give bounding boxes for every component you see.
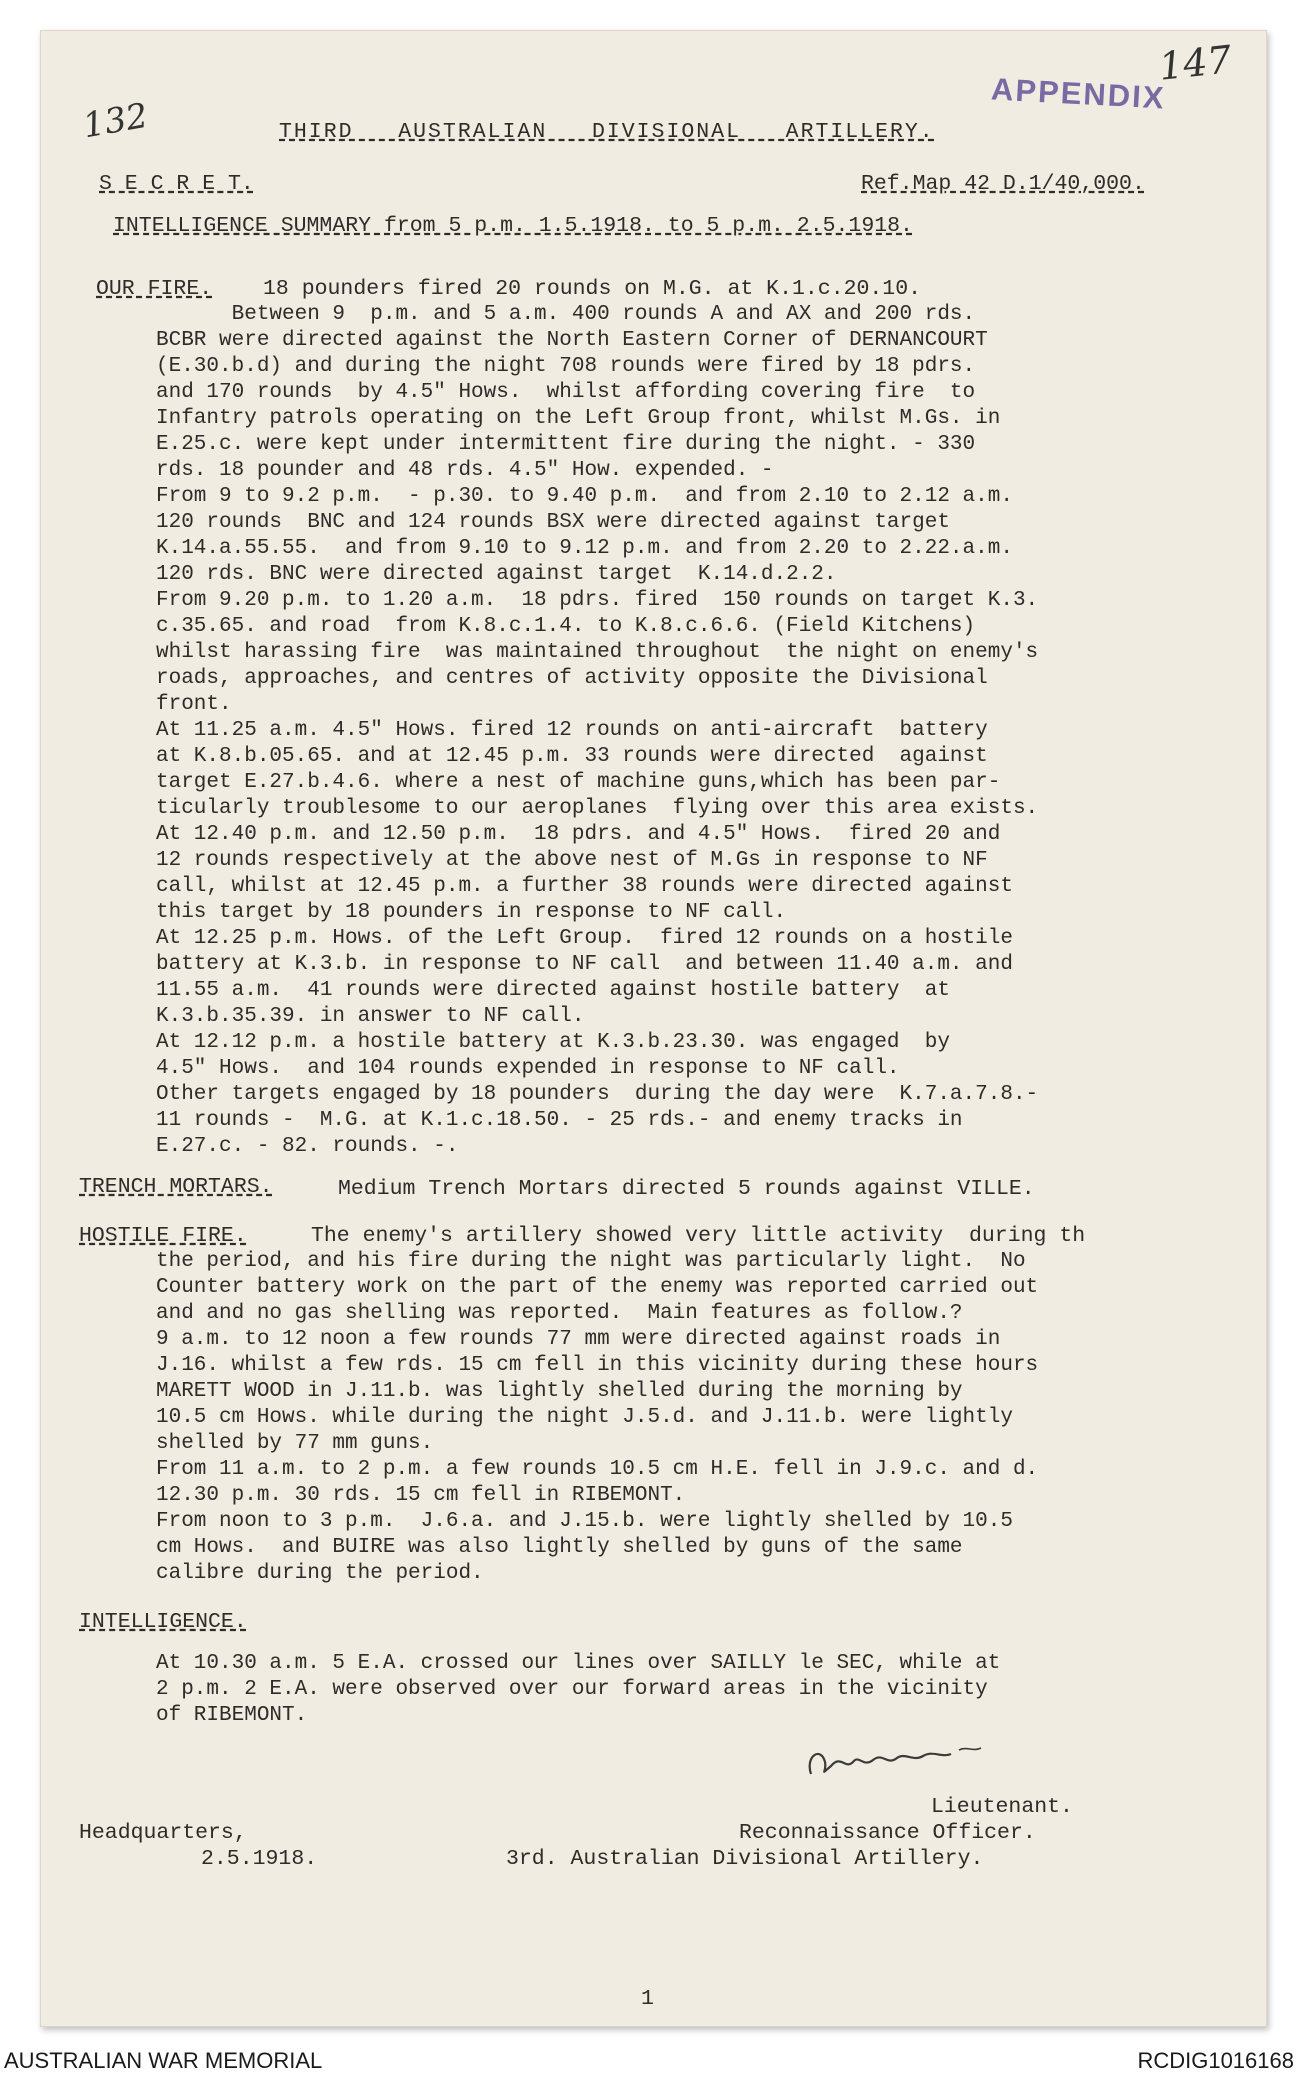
folio-number-right: 147 <box>1156 37 1234 89</box>
intelligence-line: At 10.30 a.m. 5 E.A. crossed our lines over SAILLY le SEC, while at <box>156 1652 1001 1675</box>
our-fire-line: Infantry patrols operating on the Left Group front, whilst M.Gs. in <box>156 407 1001 430</box>
hostile-fire-line: calibre during the period. <box>156 1562 484 1585</box>
intelligence-line: 2 p.m. 2 E.A. were observed over our forward areas in the vicinity <box>156 1678 988 1701</box>
intelligence-heading: INTELLIGENCE. <box>79 1610 247 1634</box>
signature-unit: 3rd. Australian Divisional Artillery. <box>506 1847 984 1871</box>
footer-archive-name: AUSTRALIAN WAR MEMORIAL <box>4 2048 323 2073</box>
our-fire-line: front. <box>156 693 232 716</box>
document-title: THIRD AUSTRALIAN DIVISIONAL ARTILLERY. <box>279 120 935 144</box>
intelligence-line: of RIBEMONT. <box>156 1704 308 1727</box>
our-fire-first-line: 18 pounders fired 20 rounds on M.G. at K.1.c.20.10. <box>263 277 922 301</box>
our-fire-line: call, whilst at 12.45 p.m. a further 38 rounds were directed against <box>156 875 1013 898</box>
our-fire-line: K.3.b.35.39. in answer to NF call. <box>156 1005 585 1028</box>
our-fire-line: From 9.20 p.m. to 1.20 a.m. 18 pdrs. fired 150 rounds on target K.3. <box>156 589 1039 612</box>
our-fire-line: E.25.c. were kept under intermittent fire during the night. - 330 <box>156 433 976 456</box>
our-fire-line: ticularly troublesome to our aeroplanes flying over this area exists. <box>156 797 1039 820</box>
hostile-fire-line: 10.5 cm Hows. while during the night J.5.d. and J.11.b. were lightly <box>156 1406 1013 1429</box>
our-fire-line: BCBR were directed against the North Eastern Corner of DERNANCOURT <box>156 329 988 352</box>
officer-signature <box>801 1736 1031 1786</box>
our-fire-line: and 170 rounds by 4.5" Hows. whilst affording covering fire to <box>156 381 976 404</box>
folio-number-left: 132 <box>80 95 151 147</box>
hostile-fire-first-line: The enemy's artillery showed very little activity during th <box>311 1224 1086 1248</box>
our-fire-line: Between 9 p.m. and 5 a.m. 400 rounds A and AX and 200 rds. <box>156 303 976 326</box>
page-number: 1 <box>641 1987 654 2011</box>
our-fire-line: 120 rds. BNC were directed against target K.14.d.2.2. <box>156 563 837 586</box>
trench-mortars-text: Medium Trench Mortars directed 5 rounds against VILLE. <box>338 1177 1035 1201</box>
hostile-fire-line: 9 a.m. to 12 noon a few rounds 77 mm were directed against roads in <box>156 1328 1001 1351</box>
our-fire-paragraph <box>156 302 1038 1160</box>
classification-label: S E C R E T. <box>99 172 254 196</box>
our-fire-line: 12 rounds respectively at the above nest of M.Gs in response to NF <box>156 849 988 872</box>
hostile-fire-line: cm Hows. and BUIRE was also lightly shelled by guns of the same <box>156 1536 963 1559</box>
hostile-fire-line: shelled by 77 mm guns. <box>156 1432 434 1455</box>
our-fire-line: rds. 18 pounder and 48 rds. 4.5" How. expended. - <box>156 459 774 482</box>
headquarters-label: Headquarters, <box>79 1821 247 1845</box>
appendix-stamp: APPENDIX <box>990 71 1167 116</box>
our-fire-line: From 9 to 9.2 p.m. - p.30. to 9.40 p.m. and from 2.10 to 2.12 a.m. <box>156 485 1013 508</box>
hostile-fire-line: MARETT WOOD in J.11.b. was lightly shelled during the morning by <box>156 1380 963 1403</box>
our-fire-line: 120 rounds BNC and 124 rounds BSX were directed against target <box>156 511 950 534</box>
intelligence-paragraph <box>156 1651 1000 1729</box>
hostile-fire-line: 12.30 p.m. 30 rds. 15 cm fell in RIBEMONT. <box>156 1484 686 1507</box>
signature-rank: Lieutenant. <box>931 1795 1073 1819</box>
our-fire-line: At 12.40 p.m. and 12.50 p.m. 18 pdrs. and 4.5" Hows. fired 20 and <box>156 823 1001 846</box>
our-fire-line: K.14.a.55.55. and from 9.10 to 9.12 p.m. and from 2.20 to 2.22.a.m. <box>156 537 1013 560</box>
our-fire-line: At 12.12 p.m. a hostile battery at K.3.b.23.30. was engaged by <box>156 1031 950 1054</box>
hostile-fire-line: J.16. whilst a few rds. 15 cm fell in this vicinity during these hours <box>156 1354 1039 1377</box>
our-fire-line: this target by 18 pounders in response to NF call. <box>156 901 787 924</box>
our-fire-line: at K.8.b.05.65. and at 12.45 p.m. 33 rounds were directed against <box>156 745 988 768</box>
document-page <box>40 30 1267 2027</box>
hostile-fire-line: Counter battery work on the part of the enemy was reported carried out <box>156 1276 1039 1299</box>
our-fire-line: (E.30.b.d) and during the night 708 rounds were fired by 18 pdrs. <box>156 355 976 378</box>
our-fire-line: target E.27.b.4.6. where a nest of machine guns,which has been par- <box>156 771 1001 794</box>
hostile-fire-line: and and no gas shelling was reported. Main features as follow.? <box>156 1302 963 1325</box>
our-fire-line: roads, approaches, and centres of activity opposite the Divisional <box>156 667 988 690</box>
our-fire-line: 11.55 a.m. 41 rounds were directed against hostile battery at <box>156 979 950 1002</box>
our-fire-line: 4.5" Hows. and 104 rounds expended in response to NF call. <box>156 1057 900 1080</box>
hostile-fire-line: From noon to 3 p.m. J.6.a. and J.15.b. were lightly shelled by 10.5 <box>156 1510 1013 1533</box>
hostile-fire-line: the period, and his fire during the night was particularly light. No <box>156 1250 1026 1273</box>
our-fire-line: E.27.c. - 82. rounds. -. <box>156 1135 459 1158</box>
trench-mortars-heading: TRENCH MORTARS. <box>79 1175 273 1199</box>
footer-record-id: RCDIG1016168 <box>1137 2048 1294 2073</box>
our-fire-line: c.35.65. and road from K.8.c.1.4. to K.8.c.6.6. (Field Kitchens) <box>156 615 976 638</box>
summary-title: INTELLIGENCE SUMMARY from 5 p.m. 1.5.1918. to 5 p.m. 2.5.1918. <box>113 214 913 238</box>
document-date: 2.5.1918. <box>201 1847 318 1871</box>
our-fire-line: Other targets engaged by 18 pounders during the day were K.7.a.7.8.- <box>156 1083 1039 1106</box>
our-fire-heading: OUR FIRE. <box>96 277 213 301</box>
hostile-fire-line: From 11 a.m. to 2 p.m. a few rounds 10.5 cm H.E. fell in J.9.c. and d. <box>156 1458 1039 1481</box>
signature-role: Reconnaissance Officer. <box>739 1821 1036 1845</box>
reference-map: Ref.Map 42 D.1/40,000. <box>861 172 1145 196</box>
our-fire-line: 11 rounds - M.G. at K.1.c.18.50. - 25 rds.- and enemy tracks in <box>156 1109 963 1132</box>
hostile-fire-paragraph <box>156 1249 1038 1587</box>
our-fire-line: battery at K.3.b. in response to NF call and between 11.40 a.m. and <box>156 953 1013 976</box>
our-fire-line: whilst harassing fire was maintained throughout the night on enemy's <box>156 641 1039 664</box>
our-fire-line: At 12.25 p.m. Hows. of the Left Group. fired 12 rounds on a hostile <box>156 927 1013 950</box>
our-fire-line: At 11.25 a.m. 4.5" Hows. fired 12 rounds on anti-aircraft battery <box>156 719 988 742</box>
hostile-fire-heading: HOSTILE FIRE. <box>79 1224 247 1248</box>
